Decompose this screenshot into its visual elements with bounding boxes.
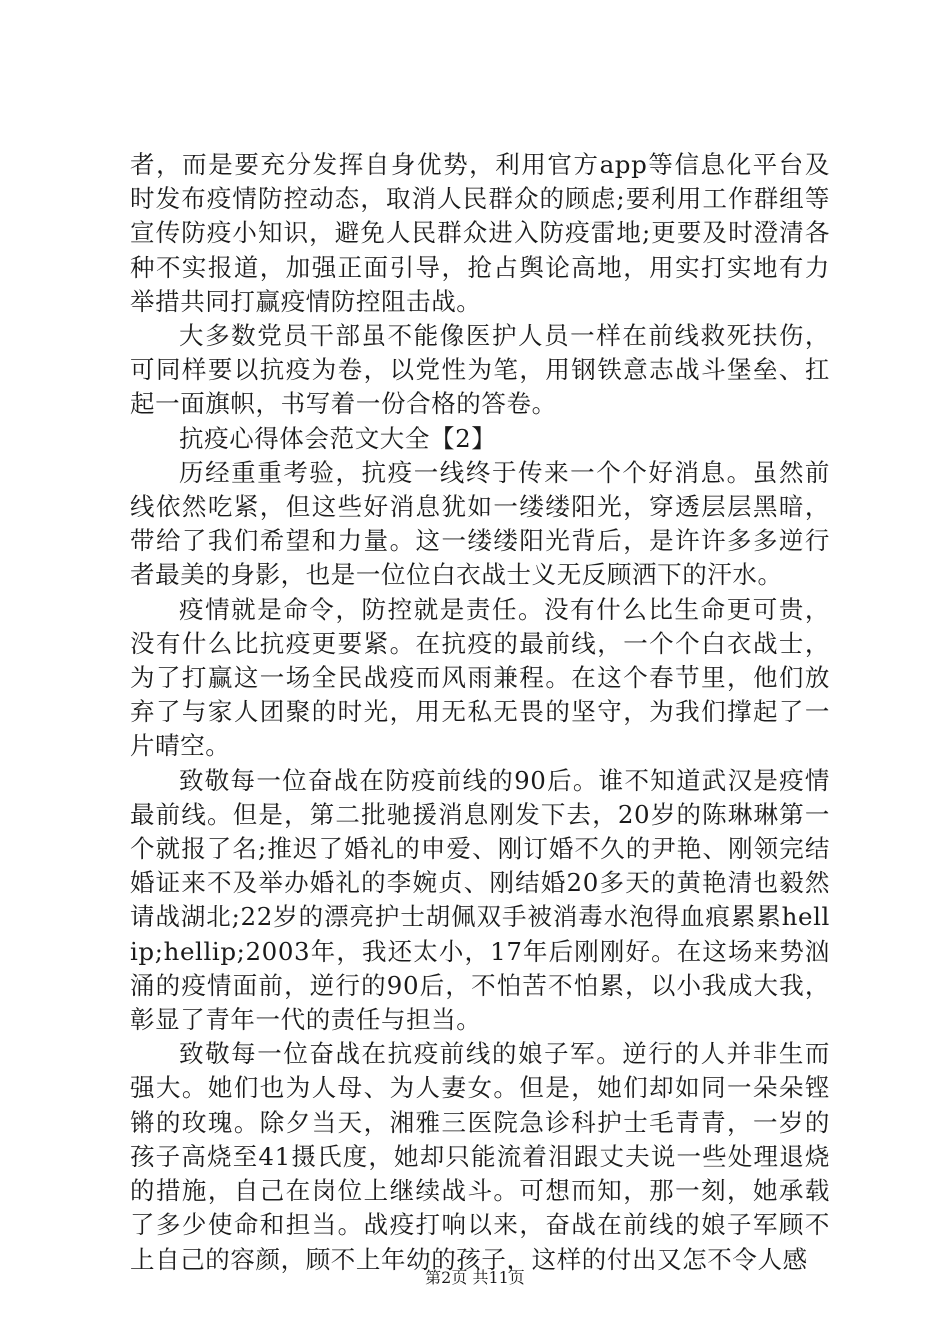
paragraph-good-news: 历经重重考验，抗疫一线终于传来一个个好消息。虽然前线依然吃紧，但这些好消息犹如一缕缕阳光，穿透层层黑暗，带给了我们希望和力量。这一缕缕阳光背后，是许许多多逆行者最美的身影，也是一位位白衣战士义无反顾洒下的汗水。: [130, 457, 830, 590]
paragraph-tribute-women: 致敬每一位奋战在抗疫前线的娘子军。逆行的人并非生而强大。她们也为人母、为人妻女。但是，她们却如同一朵朵铿锵的玫瑰。除夕当天，湘雅三医院急诊科护士毛青青，一岁的孩子高烧至41摄氏度，她却只能流着泪跟丈夫说一些处理退烧的措施，自己在岗位上继续战斗。可想而知，那一刻，她承载了多少使命和担当。战疫打响以来，奋战在前线的娘子军顾不上自己的容颜，顾不上年幼的孩子，这样的付出又怎不令人感: [130, 1039, 830, 1274]
paragraph-party-cadres: 大多数党员干部虽不能像医护人员一样在前线救死扶伤，可同样要以抗疫为卷，以党性为笔，用钢铁意志战斗堡垒、扛起一面旗帜，书写着一份合格的答卷。: [130, 321, 830, 419]
section-heading: 抗疫心得体会范文大全【2】: [179, 423, 497, 453]
document-body: [130, 148, 830, 1277]
page-number-footer: 第2页 共11页: [425, 1268, 525, 1287]
paragraph-tribute-90s: 致敬每一位奋战在防疫前线的90后。谁不知道武汉是疫情最前线。但是，第二批驰援消息刚发下去，20岁的陈琳琳第一个就报了名;推迟了婚礼的申爱、刚订婚不久的尹艳、刚领完结婚证来不及举办婚礼的李婉贞、刚结婚20多天的黄艳清也毅然请战湖北;22岁的漂亮护士胡佩双手被消毒水泡得血痕累累hellip;hellip;2003年，我还太小，17年后刚刚好。在这场来势汹涌的疫情面前，逆行的90后，不怕苦不怕累，以小我成大我，彰显了青年一代的责任与担当。: [130, 765, 830, 1035]
paragraph-epidemic-command: 疫情就是命令，防控就是责任。没有什么比生命更可贵，没有什么比抗疫更要紧。在抗疫的最前线，一个个白衣战士，为了打赢这一场全民战疫而风雨兼程。在这个春节里，他们放弃了与家人团聚的时光，用无私无畏的坚守，为我们撑起了一片晴空。: [130, 594, 830, 761]
paragraph-continuation: 者，而是要充分发挥自身优势，利用官方app等信息化平台及时发布疫情防控动态，取消人民群众的顾虑;要利用工作群组等宣传防疫小知识，避免人民群众进入防疫雷地;更要及时澄清各种不实报道，加强正面引导，抢占舆论高地，用实打实地有力举措共同打赢疫情防控阻击战。: [130, 150, 830, 316]
